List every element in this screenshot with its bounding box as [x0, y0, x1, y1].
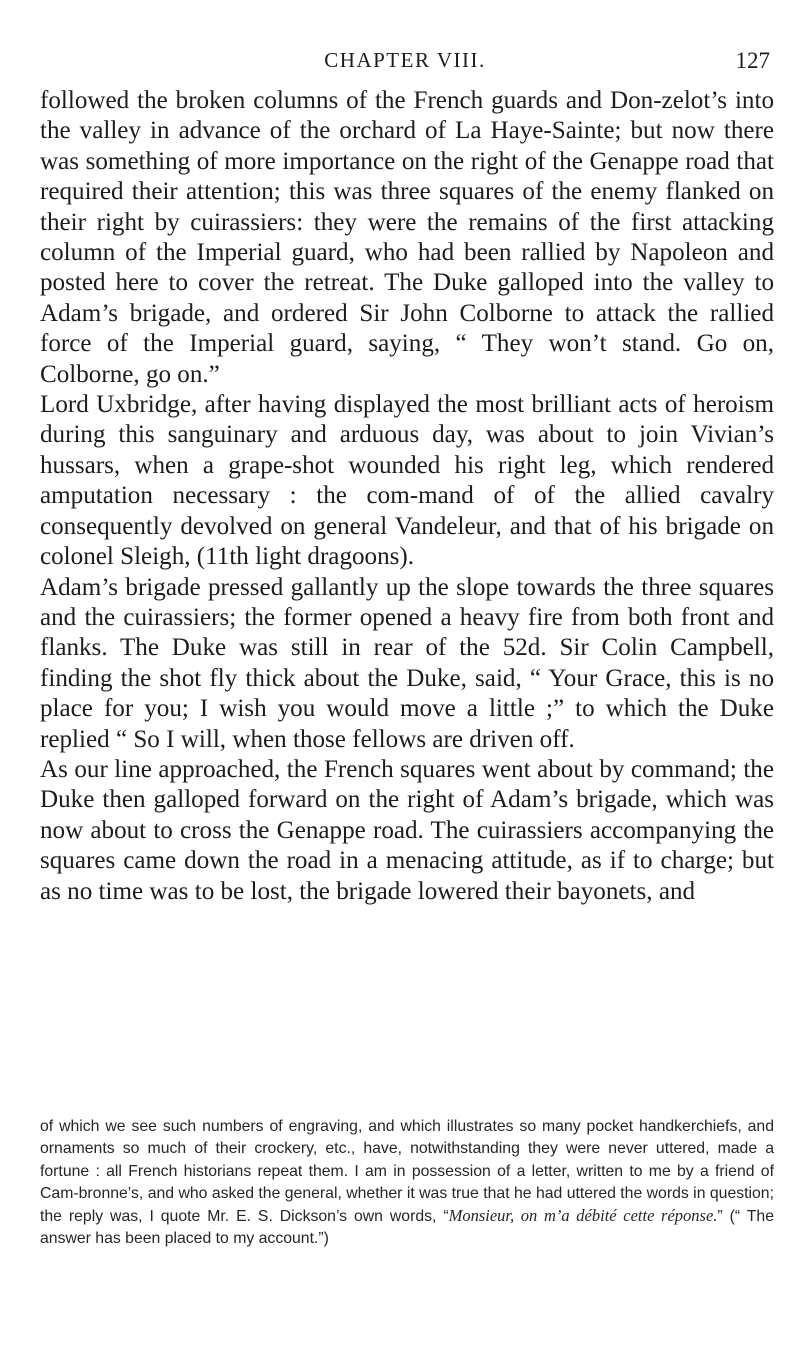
paragraph: followed the broken columns of the French guards and Don-zelot’s into the valley in advance of the orchard of La Haye-Sainte; but now there was something of more importance on the right of the Genappe road that required their attention; this was three squares of the enemy flanked on their right by cuirassiers: they were the remains of the first attacking column of the Imperial guard, who had been rallied by Napoleon and posted here to cover the retreat. The Duke galloped into the valley to Adam’s brigade, and ordered Sir John Colborne to attack the rallied force of the Imperial guard, saying, “ They won’t stand. Go on, Colborne, go on.” [40, 87, 774, 388]
paragraph: Lord Uxbridge, after having displayed the most brilliant acts of heroism during this sanguinary and arduous day, was about to join Vivian’s hussars, when a grape-shot wounded his right leg, which rendered amputation necessary : the com-mand of of the allied cavalry consequently devolved on general Vandeleur, and that of his brigade on colonel Sleigh, (11th light dragoons). [40, 391, 774, 571]
body-text [40, 86, 774, 907]
footnote-text: of which we see such numbers of engraving, and which illustrates so many pocket handkerchiefs, and ornaments so much of their crockery, etc., have, notwithstanding they were never uttered, made a fortune : all French historians repeat them. I am in possession of a letter, written to me by a friend of Cam-bronne’s, and who asked the general, whether it was true that he had uttered the words in question; the reply was, I quote Mr. E. S. Dickson’s own words, “ [40, 1118, 774, 1226]
paragraph: Adam’s brigade pressed gallantly up the slope towards the three squares and the cuirassiers; the former opened a heavy fire from both front and flanks. The Duke was still in rear of the 52d. Sir Colin Campbell, finding the shot fly thick about the Duke, said, “ Your Grace, this is no place for you; I wish you would move a little ;” to which the Duke replied “ So I will, when those fellows are driven off. [40, 573, 774, 753]
page-number: 127 [735, 48, 770, 73]
running-head [40, 48, 770, 78]
footnote-translation: ” (“ The answer has been placed to my account.”) [40, 1208, 774, 1248]
footnote [40, 1116, 774, 1251]
paragraph: As our line approached, the French squares went about by command; the Duke then galloped forward on the right of Adam’s brigade, which was now about to cross the Genappe road. The cuirassiers accompanying the squares came down the road in a menacing attitude, as if to charge; but as no time was to be lost, the brigade lowered their bayonets, and [40, 755, 774, 905]
footnote-french-quote: Monsieur, on m’a débité cette réponse. [448, 1206, 718, 1226]
chapter-title: CHAPTER VIII. [324, 48, 486, 72]
